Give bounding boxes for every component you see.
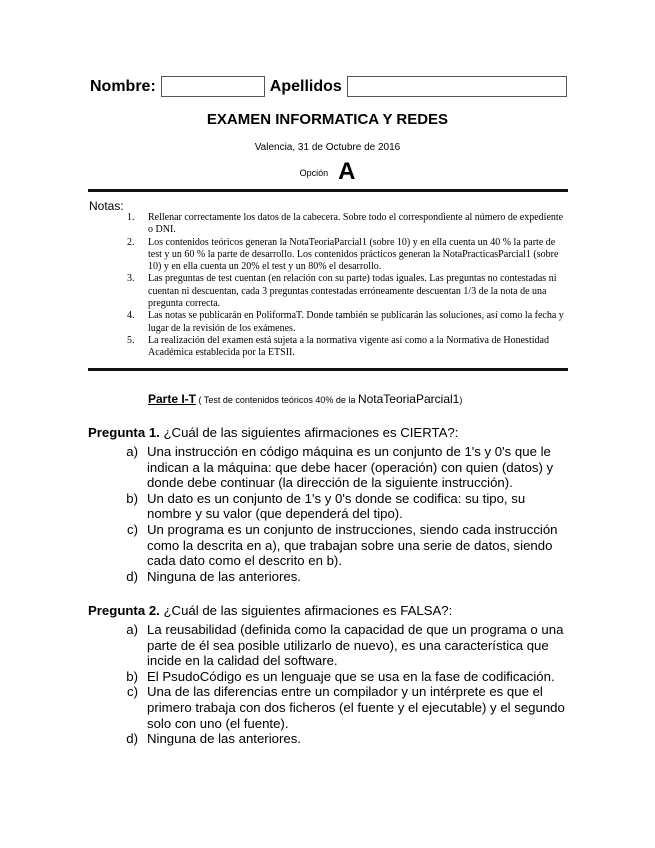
question-text: ¿Cuál de las siguientes afirmaciones es CIERTA?: [159,425,459,440]
option-text: La reusabilidad (definida como la capacidad de que un programa o una parte de él sea posible utilizarlo de nuevo), es una característica que incide en la calidad del software. [147,622,564,669]
option-label: Opción [299,168,329,178]
nota-number: 2. [127,236,135,248]
question-label: Pregunta 2. [88,603,160,618]
divider-top [88,189,568,192]
divider-bottom [88,368,568,371]
option-letter: c) [127,684,138,700]
question [88,425,568,584]
option-text: Una de las diferencias entre un compilador y un intérprete es que el primero trabaja con dos ficheros (el fuente y el ejecutable) y el segundo solo con uno (el fuente). [147,684,565,731]
nota-text: Las notas se publicarán en PoliformaT. Donde también se publicarán las soluciones, así como la fecha y lugar de la revisión de los exámenes. [148,310,564,334]
option-letter: b) [126,668,138,684]
nota-item [127,237,567,274]
answer-option[interactable] [88,684,568,731]
nota-text: Rellenar correctamente los datos de la cabecera. Sobre todo el correspondiente al número de expediente o DNI. [148,212,564,236]
option-text: El PsudoCódigo es un lenguaje que se usa en la fase de codificación. [147,668,555,684]
nota-number: 1. [127,212,135,223]
nota-item [127,310,567,335]
nota-item [127,335,567,360]
section-label: Parte I-T [148,392,197,406]
answer-option[interactable] [88,569,568,585]
nombre-label: Nombre: [90,77,156,95]
exam-title: EXAMEN INFORMATICA Y REDES [206,111,449,128]
notas-heading: Notas: [89,199,124,213]
option-letter: c) [127,521,138,537]
apellidos-label: Apellidos [269,77,342,95]
option-text: Una instrucción en código máquina es un conjunto de 1's y 0's que le indican a la máquina: que debe hacer (operación) con quien (datos) y donde debe continuar (la dirección de la siguiente instrucción). [147,444,554,491]
nota-number: 4. [127,310,135,322]
option-text: Un dato es un conjunto de 1's y 0's donde se codifica: su tipo, su nombre y su valor (que dependerá del tipo). [147,490,526,522]
option-letter: a) [126,444,138,459]
answer-option[interactable] [88,622,568,669]
notas-list [127,212,567,360]
answer-option[interactable] [88,522,568,569]
nombre-field[interactable] [161,76,265,97]
section-desc: ( Test de contenidos teóricos 40% de la [196,395,358,405]
option-letter: d) [126,568,138,584]
nota-item [127,273,567,310]
section-ref: NotaTeoriaParcial1 [357,392,460,406]
nota-number: 5. [127,334,135,346]
nota-number: 3. [127,273,135,285]
answer-option[interactable] [88,731,568,747]
student-header [90,76,572,97]
section-close: ) [459,395,463,405]
option-value: A [338,158,356,185]
option-letter: a) [126,622,138,637]
answer-option[interactable] [88,491,568,522]
option-text: Ninguna de las anteriores. [147,568,301,584]
option-letter: b) [126,490,138,506]
nota-text: Los contenidos teóricos generan la NotaTeoriaParcial1 (sobre 10) y en ella cuenta un 40 % la parte de test y un 60 % la parte de desarrollo. Los contenidos prácticos generan la NotaPracticasParcial1 (sobre 10) y en ella cuenta un 20% el test y un 80% el desarrollo. [148,236,559,273]
exam-option [0,158,655,186]
nota-text: Las preguntas de test cuentan (en relación con su parte) todas iguales. Las preguntas no contestadas ni cuentan ni descuentan, cada 3 preguntas contestadas erróneamente descuentan 1/3 de la nota de una pregunta correcta. [148,273,557,310]
question-text: ¿Cuál de las siguientes afirmaciones es FALSA?: [159,603,453,618]
option-text: Un programa es un conjunto de instrucciones, siendo cada instrucción como la descrita en a), que trabajan sobre una serie de datos, siendo cada dato como el descrito en b). [147,521,558,569]
section-header [148,392,462,406]
answer-option[interactable] [88,669,568,685]
answer-options [88,622,568,747]
apellidos-field[interactable] [347,76,567,97]
option-text: Ninguna de las anteriores. [147,731,301,747]
answer-option[interactable] [88,444,568,491]
option-letter: d) [126,731,138,747]
nota-item [127,212,567,237]
question [88,603,568,747]
nota-text: La realización del examen está sujeta a la normativa vigente así como a la Normativa de Honestidad Académica establecida por la ETSII. [148,334,549,359]
question-label: Pregunta 1. [88,425,160,440]
exam-date: Valencia, 31 de Octubre de 2016 [254,142,401,153]
answer-options [88,444,568,584]
